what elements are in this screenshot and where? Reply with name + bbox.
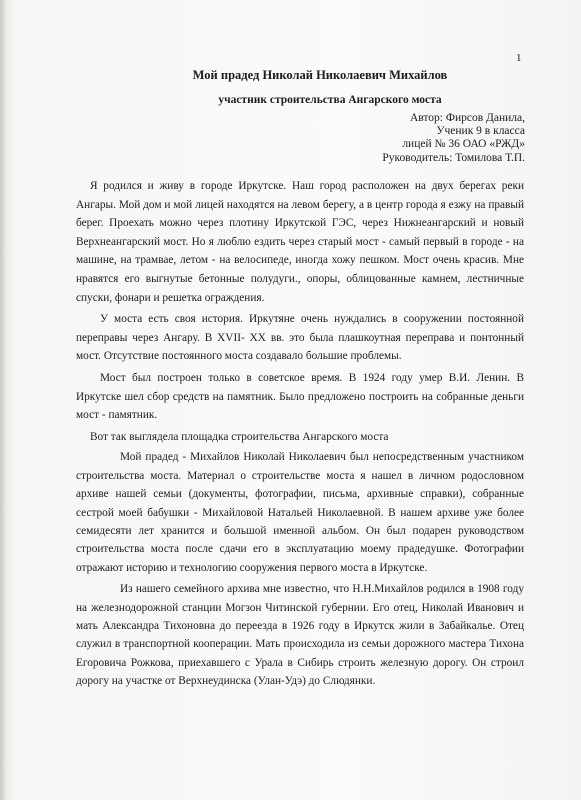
paragraph-great-grandfather: Мой прадед - Михайлов Николай Николаевич был непосредственным участником строительства моста. Материал о строительстве моста я нашел в личном родословном архиве нашей семьи (документы, фотографии, письма, архивные справки), собранные сестрой моей бабушки - Михайловой Натальей Николаевной. В нашем архиве уже более семидесяти лет хранится и большой именной альбом. Он был подарен руководством строительства моста после сдачи его в эксплуатацию моему прадедушке. Фотографии отражают историю и технологию сооружения первого моста в Иркутске. <box>76 451 524 574</box>
byline-school: лицей № 36 ОАО «РЖД» <box>402 138 525 151</box>
document-body <box>76 177 524 691</box>
paragraph-intro: Я родился и живу в городе Иркутске. Наш город расположен на двух берегах реки Ангары. Мой дом и мой лицей находятся на левом берегу, а в центр города я езжу на правый берег. Проехать можно через плотину Иркутской ГЭС, через Нижнеангарский и новый Верхнеангарский мост. Но я люблю ездить через старый мост - самый первый в городе - на машине, на трамвае, летом - на велосипеде, иногда хожу пешком. Мост очень красив. Мне нравятся его выгнутые бетонные полудуги., опоры, облицованные камнем, лестничные спуски, фонари и решетка ограждения. <box>76 180 524 304</box>
page-number: 1 <box>516 52 522 64</box>
page-title: Мой прадед Николай Николаевич Михайлов <box>192 68 448 82</box>
author-byline <box>382 112 525 165</box>
paragraph-history: У моста есть своя история. Иркутяне очень нуждались в сооружении постоянной переправы через Ангару. В XVII- XX вв. это была плашкоутная переправа и понтонный мост. Отсутствие постоянного моста создавало большие проблемы. <box>76 313 524 363</box>
byline-grade: Ученик 9 в класса <box>436 125 525 138</box>
photo-caption: Вот так выглядела площадка строительства Ангарского моста <box>90 430 389 443</box>
byline-author: Автор: Фирсов Данила, <box>409 112 525 124</box>
paragraph-family-archive: Из нашего семейного архива мне известно, что Н.Н.Михайлов родился в 1908 году на железнодорожной станции Могзон Читинской губернии. Его отец, Николай Иванович и мать Александра Тихоновна до переезда в 1926 году в Иркутск жили в Забайкалье. Отец служил в транспортной кооперации. Мать происходила из семьи дорожного мастера Тихона Егоровича Рожкова, приехавшего с Урала в Сибирь строить железную дорогу. Он строил дорогу на участке от Верхнеудинска (Улан-Удэ) до Слюдянки. <box>76 583 524 688</box>
paragraph-construction: Мост был построен только в советское время. В 1924 году умер В.И. Ленин. В Иркутске шел сбор средств на памятник. Было предложено построить на собранные деньги мост - памятник. <box>76 371 524 422</box>
byline-supervisor: Руководитель: Томилова Т.П. <box>382 151 525 164</box>
page-subtitle: участник строительства Ангарского моста <box>218 94 442 106</box>
